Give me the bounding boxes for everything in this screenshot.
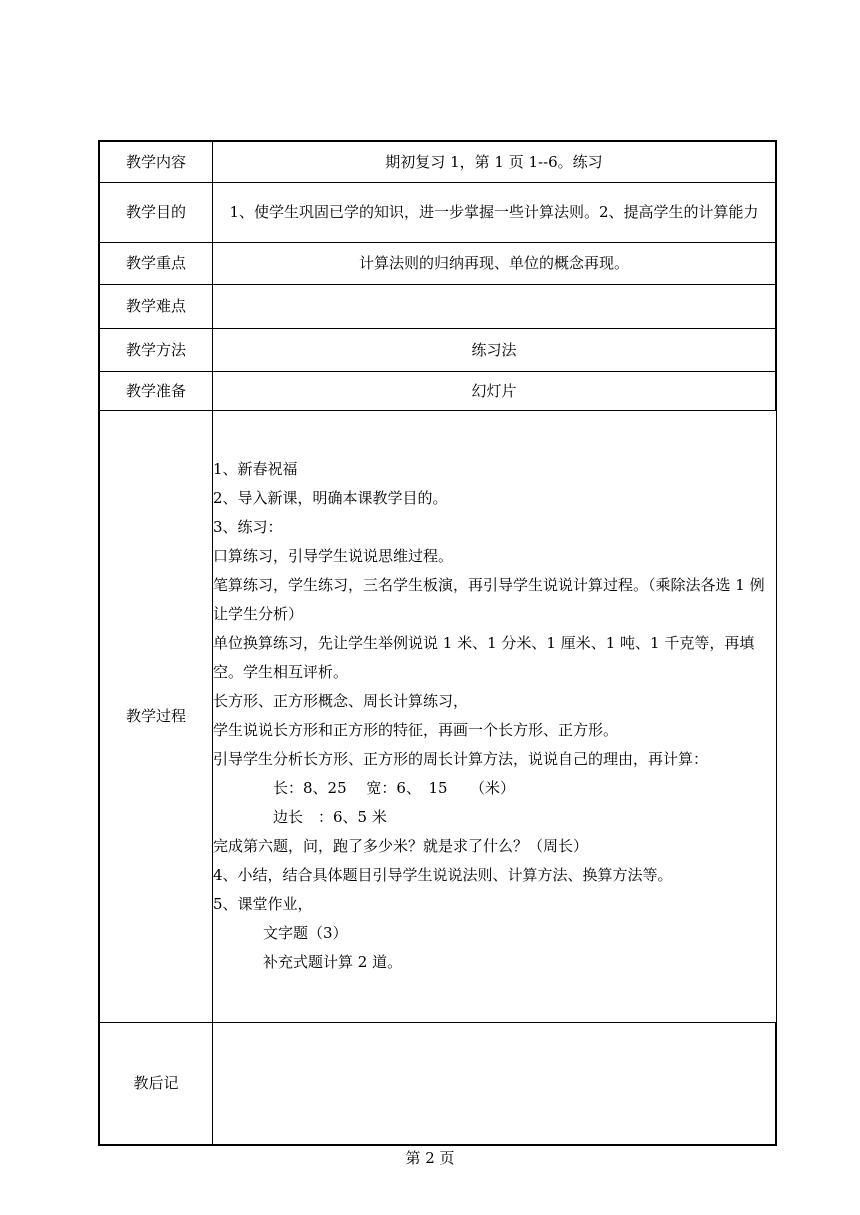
- label-difficulties: 教学难点: [99, 284, 213, 328]
- row-reflection: [99, 1022, 776, 1145]
- row-method: [99, 328, 776, 371]
- lesson-plan-table: [98, 140, 777, 1146]
- label-key-points: 教学重点: [99, 242, 213, 284]
- process-line: 补充式题计算 2 道。: [263, 953, 403, 971]
- value-reflection: [213, 1022, 777, 1145]
- row-difficulties: [99, 284, 776, 328]
- process-line: 5、课堂作业，: [213, 895, 313, 913]
- process-line: 单位换算练习，先让学生举例说说 1 米、1 分米、1 厘米、1 吨、1 千克等，再填空。学生相互评析。: [213, 634, 755, 681]
- label-method: 教学方法: [99, 328, 213, 371]
- value-preparation: 幻灯片: [213, 371, 777, 410]
- process-line: 1、新春祝福: [213, 460, 298, 478]
- label-content: 教学内容: [99, 141, 213, 182]
- row-key-points: [99, 242, 776, 284]
- process-line: 完成第六题，问，跑了多少米？就是求了什么？（周长）: [213, 837, 589, 855]
- process-line: 3、练习：: [213, 518, 283, 536]
- process-line: 引导学生分析长方形、正方形的周长计算方法，说说自己的理由，再计算：: [213, 750, 709, 768]
- row-process: [99, 410, 776, 1022]
- process-line: 文字题（3）: [263, 924, 348, 942]
- row-objective: [99, 182, 776, 242]
- process-line: 边长 ：6、5 米: [273, 808, 387, 826]
- process-line: 2、导入新课，明确本课教学目的。: [213, 489, 448, 507]
- process-line: 学生说说长方形和正方形的特征，再画一个长方形、正方形。: [213, 721, 619, 739]
- value-key-points: 计算法则的归纳再现、单位的概念再现。: [213, 242, 777, 284]
- value-method: 练习法: [213, 328, 777, 371]
- process-line: 笔算练习，学生练习，三名学生板演，再引导学生说说计算过程。（乘除法各选 1 例让学生分析）: [213, 576, 765, 623]
- row-content: [99, 141, 776, 182]
- row-preparation: [99, 371, 776, 410]
- label-preparation: 教学准备: [99, 371, 213, 410]
- page-number: 第 2 页: [405, 1149, 455, 1167]
- label-reflection: 教后记: [99, 1022, 213, 1145]
- process-line: 长：8、25 宽：6、 15 （米）: [273, 779, 516, 797]
- label-process: 教学过程: [99, 410, 213, 1022]
- value-process: [213, 410, 777, 1022]
- process-line: 4、小结，结合具体题目引导学生说说法则、计算方法、换算方法等。: [213, 866, 673, 884]
- value-content: 期初复习 1，第 1 页 1--6。练习: [213, 141, 777, 182]
- process-line: 口算练习，引导学生说说思维过程。: [213, 547, 454, 565]
- value-difficulties: [213, 284, 777, 328]
- process-line: 长方形、正方形概念、周长计算练习，: [213, 692, 469, 710]
- value-objective: 1、使学生巩固已学的知识，进一步掌握一些计算法则。2、提高学生的计算能力: [213, 182, 777, 242]
- label-objective: 教学目的: [99, 182, 213, 242]
